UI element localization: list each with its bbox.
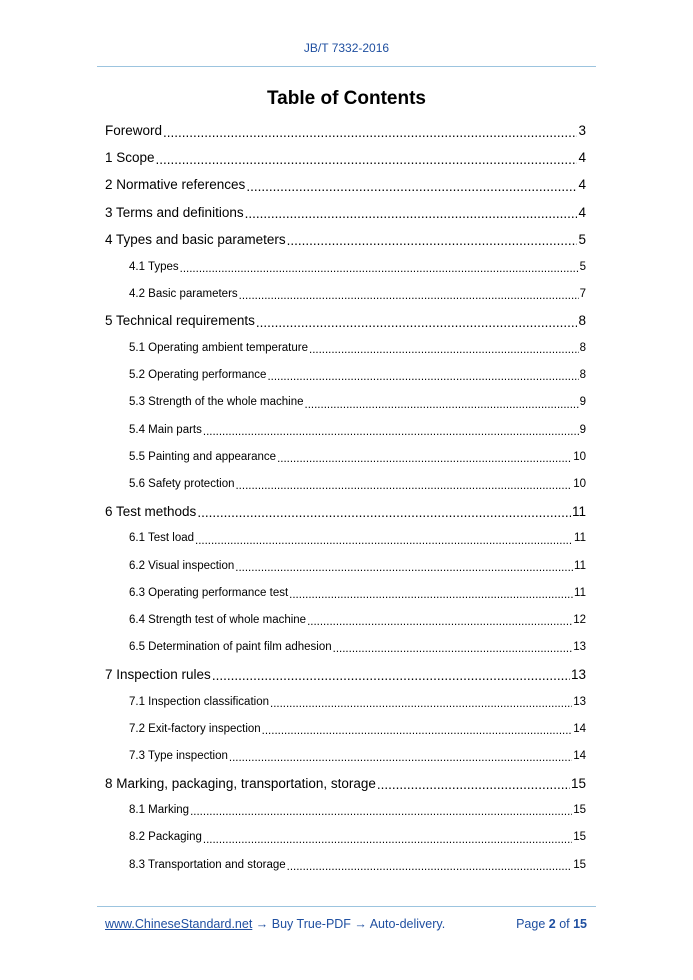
toc-dot-leader — [163, 126, 577, 145]
toc-entry[interactable] — [0, 171, 693, 198]
toc-entry[interactable] — [0, 797, 693, 824]
toc-entry[interactable] — [0, 770, 693, 797]
site-link[interactable]: www.ChineseStandard.net — [105, 917, 253, 931]
toc-entry[interactable] — [0, 144, 693, 171]
toc-entry-label: 5.4 Main parts — [129, 423, 202, 436]
toc-entry[interactable] — [0, 525, 693, 552]
toc-dot-leader — [203, 427, 579, 444]
page-total: 15 — [573, 917, 587, 931]
toc-dot-leader — [307, 617, 572, 634]
toc-entry[interactable] — [0, 470, 693, 497]
toc-entry-label: 8.3 Transportation and storage — [129, 858, 286, 871]
toc-dot-leader — [377, 778, 570, 797]
toc-entry-label: 6 Test methods — [105, 503, 197, 519]
toc-entry[interactable] — [0, 280, 693, 307]
toc-entry-page: 13 — [573, 695, 586, 708]
toc-entry[interactable] — [0, 307, 693, 334]
page-current: 2 — [548, 917, 556, 931]
toc-entry-page: 9 — [579, 396, 586, 409]
toc-entry[interactable] — [0, 742, 693, 769]
toc-entry-page: 10 — [573, 478, 586, 491]
header-divider — [97, 66, 596, 67]
toc-entry-label: 4.2 Basic parameters — [129, 287, 238, 300]
toc-entry-page: 11 — [571, 503, 586, 519]
toc-entry-page: 4 — [578, 204, 586, 220]
toc-entry-page: 9 — [579, 423, 586, 436]
toc-entry-page: 13 — [573, 641, 586, 654]
toc-dot-leader — [190, 807, 572, 824]
toc-entry[interactable] — [0, 552, 693, 579]
toc-entry-page: 14 — [573, 722, 586, 735]
toc-entry-label: 8 Marking, packaging, transportation, storage — [105, 775, 376, 791]
toc-entry-label: 3 Terms and definitions — [105, 204, 244, 220]
toc-dot-leader — [277, 454, 572, 471]
toc-entry-label: 8.1 Marking — [129, 804, 190, 817]
toc-entry[interactable] — [0, 579, 693, 606]
toc-entry[interactable] — [0, 389, 693, 416]
toc-entry[interactable] — [0, 851, 693, 878]
toc-dot-leader — [203, 835, 572, 852]
toc-entry-label: 5.3 Strength of the whole machine — [129, 396, 304, 409]
toc-entry[interactable] — [0, 416, 693, 443]
table-of-contents — [0, 117, 693, 878]
page-indicator — [516, 917, 587, 931]
toc-entry-label: 2 Normative references — [105, 177, 246, 193]
toc-entry-page: 10 — [573, 450, 586, 463]
toc-dot-leader — [270, 699, 572, 716]
toc-entry-label: 5 Technical requirements — [105, 313, 255, 329]
toc-entry[interactable] — [0, 634, 693, 661]
toc-title: Table of Contents — [266, 88, 427, 109]
toc-entry-page: 15 — [573, 858, 586, 871]
toc-dot-leader — [262, 726, 573, 743]
toc-dot-leader — [229, 753, 572, 770]
toc-dot-leader — [212, 669, 570, 688]
toc-entry[interactable] — [0, 335, 693, 362]
page-of: of — [555, 917, 574, 931]
toc-entry-page: 5 — [578, 231, 586, 247]
toc-dot-leader — [180, 264, 579, 281]
toc-entry-page: 15 — [573, 831, 586, 844]
toc-entry-page: 15 — [570, 775, 586, 791]
toc-dot-leader — [195, 536, 573, 553]
toc-entry-page: 4 — [578, 177, 586, 193]
toc-dot-leader — [287, 862, 573, 879]
toc-entry-label: 4 Types and basic parameters — [105, 231, 286, 247]
toc-entry-label: 7.1 Inspection classification — [129, 695, 269, 708]
toc-entry[interactable] — [0, 443, 693, 470]
toc-entry-page: 4 — [578, 150, 586, 166]
toc-entry-page: 11 — [574, 586, 586, 599]
document-header: JB/T 7332-2016 — [303, 41, 390, 55]
toc-dot-leader — [287, 234, 578, 253]
toc-entry-page: 14 — [573, 749, 586, 762]
toc-entry-label: 1 Scope — [105, 150, 155, 166]
toc-entry-page: 8 — [579, 369, 586, 382]
toc-entry-label: Foreword — [105, 123, 163, 139]
toc-entry-label: 7.2 Exit-factory inspection — [129, 722, 261, 735]
toc-dot-leader — [267, 372, 578, 389]
toc-entry[interactable] — [0, 824, 693, 851]
toc-entry-label: 5.2 Operating performance — [129, 369, 267, 382]
toc-entry[interactable] — [0, 715, 693, 742]
toc-entry[interactable] — [0, 362, 693, 389]
toc-entry-label: 6.4 Strength test of whole machine — [129, 613, 307, 626]
toc-dot-leader — [239, 291, 579, 308]
toc-entry-page: 3 — [578, 123, 586, 139]
toc-entry-page: 11 — [574, 532, 586, 545]
toc-dot-leader — [333, 644, 573, 661]
toc-entry[interactable] — [0, 688, 693, 715]
toc-entry-page: 11 — [574, 559, 586, 572]
toc-dot-leader — [289, 590, 573, 607]
toc-dot-leader — [246, 180, 577, 199]
toc-entry-label: 8.2 Packaging — [129, 831, 202, 844]
toc-dot-leader — [245, 207, 578, 226]
page-prefix: Page — [516, 917, 549, 931]
toc-entry[interactable] — [0, 606, 693, 633]
toc-entry-label: 6.5 Determination of paint film adhesion — [129, 641, 332, 654]
toc-entry-label: 5.1 Operating ambient temperature — [129, 342, 308, 355]
toc-entry-label: 7.3 Type inspection — [129, 749, 228, 762]
toc-entry-page: 8 — [578, 313, 586, 329]
toc-entry[interactable] — [0, 199, 693, 226]
promo-text: → Buy True-PDF → Auto-delivery. — [252, 917, 446, 931]
toc-entry-label: 6.2 Visual inspection — [129, 559, 235, 572]
toc-entry-page: 13 — [570, 666, 586, 682]
toc-dot-leader — [235, 563, 573, 580]
toc-entry-page: 5 — [579, 260, 586, 273]
toc-entry-label: 5.6 Safety protection — [129, 478, 235, 491]
toc-dot-leader — [156, 153, 578, 172]
toc-dot-leader — [256, 316, 578, 335]
footer-divider — [97, 906, 596, 907]
toc-entry-label: 6.3 Operating performance test — [129, 586, 289, 599]
toc-entry-label: 5.5 Painting and appearance — [129, 450, 277, 463]
toc-entry[interactable] — [0, 117, 693, 144]
toc-dot-leader — [235, 481, 572, 498]
toc-dot-leader — [309, 345, 579, 362]
toc-entry-page: 12 — [573, 613, 586, 626]
toc-entry-label: 4.1 Types — [129, 260, 179, 273]
toc-entry[interactable] — [0, 661, 693, 688]
toc-entry[interactable] — [0, 226, 693, 253]
toc-entry-label: 7 Inspection rules — [105, 666, 211, 682]
toc-entry[interactable] — [0, 253, 693, 280]
toc-entry-page: 7 — [579, 287, 586, 300]
toc-entry[interactable] — [0, 498, 693, 525]
toc-entry-label: 6.1 Test load — [129, 532, 195, 545]
toc-entry-page: 8 — [579, 342, 586, 355]
toc-dot-leader — [305, 400, 579, 417]
footer-promo — [105, 917, 445, 931]
toc-entry-page: 15 — [573, 804, 586, 817]
toc-dot-leader — [197, 506, 571, 525]
